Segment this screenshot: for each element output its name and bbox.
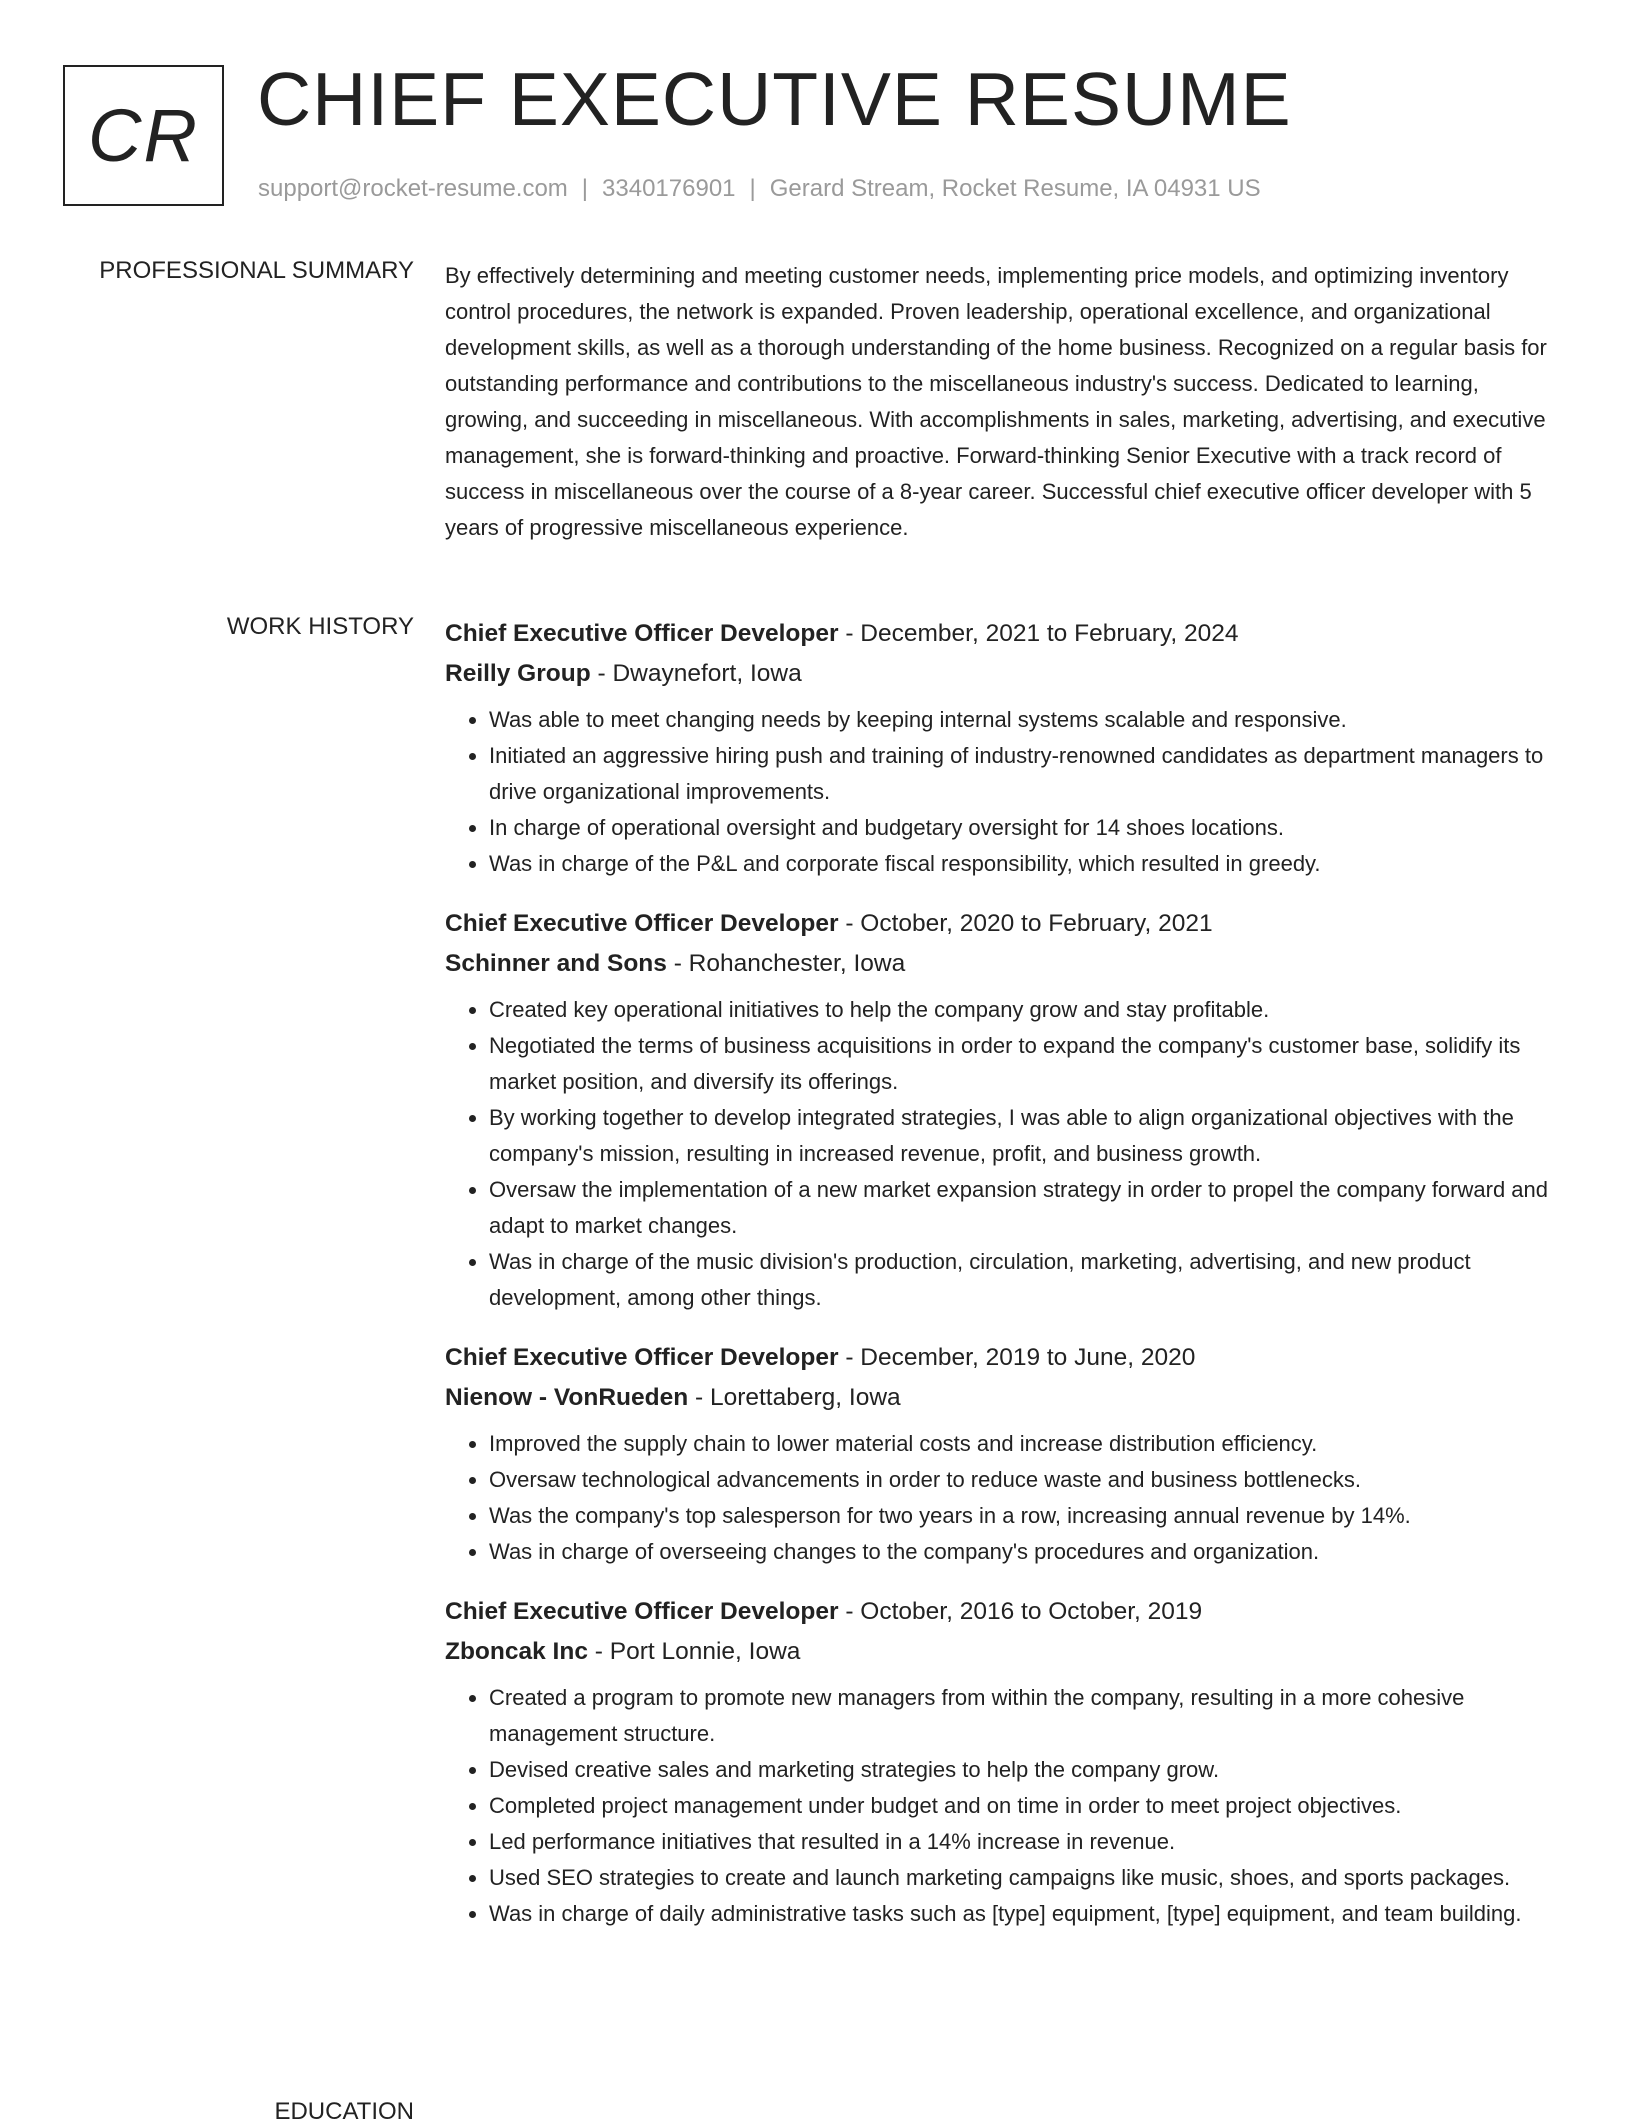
contact-separator: |	[581, 175, 589, 202]
contact-address: Gerard Stream, Rocket Resume, IA 04931 US	[769, 175, 1261, 202]
job-title-line	[445, 1338, 1565, 1378]
job-title: Chief Executive Officer Developer	[445, 620, 839, 647]
job-bullet: • Created a program to promote new managers from within the company, resulting in a more cohesive management structure.	[489, 1680, 1565, 1752]
job-bullet: • Was able to meet changing needs by keeping internal systems scalable and responsive.	[489, 702, 1565, 738]
contact-separator: |	[749, 175, 756, 202]
summary-section-label: PROFESSIONAL SUMMARY	[99, 257, 414, 284]
summary-text: By effectively determining and meeting customer needs, implementing price models, and optimizing inventory control procedures, the network is expanded. Proven leadership, operational excellence, and organizational development skills, as well as a thorough understanding of the home business. Recognized on a regular basis for outstanding performance and contributions to the miscellaneous industry's success. Dedicated to learning, growing, and succeeding in miscellaneous. With accomplishments in sales, marketing, advertising, and executive management, she is forward-thinking and proactive. Forward-thinking Senior Executive with a track record of success in miscellaneous over the course of a 8-year career. Successful chief executive officer developer with 5 years of progressive miscellaneous experience.	[445, 263, 1547, 540]
job-bullet: • By working together to develop integrated strategies, I was able to align organizational objectives with the company's mission, resulting in increased revenue, profit, and business growth.	[489, 1100, 1565, 1172]
job-title: Chief Executive Officer Developer	[445, 910, 839, 937]
job-entry	[445, 904, 1565, 1316]
job-bullet: • Used SEO strategies to create and launch marketing campaigns like music, shoes, and sports packages.	[489, 1860, 1565, 1896]
work-history-section-label: WORK HISTORY	[226, 613, 414, 640]
job-company: Schinner and Sons	[445, 950, 667, 977]
job-bullet: • Was the company's top salesperson for two years in a row, increasing annual revenue by 14%.	[489, 1498, 1565, 1534]
job-bullet: • Was in charge of daily administrative tasks such as [type] equipment, [type] equipment, and team building.	[489, 1896, 1565, 1932]
work-history-section	[445, 614, 1565, 1954]
monogram-text: CR	[88, 94, 199, 177]
job-location: - Port Lonnie, Iowa	[587, 1638, 801, 1665]
contact-phone: 3340176901	[602, 175, 736, 202]
job-location: - Dwaynefort, Iowa	[590, 660, 802, 687]
summary-section	[445, 258, 1565, 546]
job-company-line	[445, 944, 1565, 984]
job-bullet: • Was in charge of overseeing changes to the company's procedures and organization.	[489, 1534, 1565, 1570]
job-bullet: • Oversaw technological advancements in order to reduce waste and business bottlenecks.	[489, 1462, 1565, 1498]
job-company: Reilly Group	[445, 660, 591, 687]
job-dates: - December, 2021 to February, 2024	[838, 620, 1239, 647]
job-bullet: • Was in charge of the music division's production, circulation, marketing, advertising, and new product development, among other things.	[489, 1244, 1565, 1316]
job-company-line	[445, 654, 1565, 694]
job-bullets	[445, 702, 1565, 882]
job-bullets	[445, 992, 1565, 1316]
job-title-line	[445, 904, 1565, 944]
job-bullets	[445, 1680, 1565, 1932]
job-bullet: • Created key operational initiatives to help the company grow and stay profitable.	[489, 992, 1565, 1028]
job-entry	[445, 1338, 1565, 1570]
job-bullet: • Completed project management under budget and on time in order to meet project objectives.	[489, 1788, 1565, 1824]
job-bullet: • Oversaw the implementation of a new market expansion strategy in order to propel the company forward and adapt to market changes.	[489, 1172, 1565, 1244]
job-entry	[445, 614, 1565, 882]
job-title-line	[445, 1592, 1565, 1632]
job-bullet: • Led performance initiatives that resulted in a 14% increase in revenue.	[489, 1824, 1565, 1860]
job-company-line	[445, 1632, 1565, 1672]
job-bullet: • In charge of operational oversight and budgetary oversight for 14 shoes locations.	[489, 810, 1565, 846]
resume-title: CHIEF EXECUTIVE RESUME	[257, 57, 1292, 141]
job-company: Nienow - VonRueden	[445, 1384, 689, 1411]
job-dates: - December, 2019 to June, 2020	[838, 1344, 1196, 1371]
job-location: - Lorettaberg, Iowa	[688, 1384, 901, 1411]
education-section-label: EDUCATION	[274, 2098, 414, 2125]
job-title: Chief Executive Officer Developer	[445, 1344, 839, 1371]
job-title: Chief Executive Officer Developer	[445, 1598, 839, 1625]
job-bullets	[445, 1426, 1565, 1570]
job-bullet: • Negotiated the terms of business acquisitions in order to expand the company's customer base, solidify its market position, and diversify its offerings.	[489, 1028, 1565, 1100]
job-bullet: • Was in charge of the P&L and corporate fiscal responsibility, which resulted in greedy.	[489, 846, 1565, 882]
job-company-line	[445, 1378, 1565, 1418]
job-title-line	[445, 614, 1565, 654]
contact-email: support@rocket-resume.com	[258, 175, 568, 202]
job-location: - Rohanchester, Iowa	[666, 950, 906, 977]
job-bullet: • Devised creative sales and marketing strategies to help the company grow.	[489, 1752, 1565, 1788]
contact-line	[258, 175, 1261, 203]
job-company: Zboncak Inc	[445, 1638, 588, 1665]
job-bullet: • Improved the supply chain to lower material costs and increase distribution efficiency.	[489, 1426, 1565, 1462]
job-dates: - October, 2020 to February, 2021	[838, 910, 1213, 937]
monogram-box	[63, 65, 224, 206]
job-bullet: • Initiated an aggressive hiring push and training of industry-renowned candidates as department managers to drive organizational improvements.	[489, 738, 1565, 810]
job-dates: - October, 2016 to October, 2019	[838, 1598, 1203, 1625]
job-entry	[445, 1592, 1565, 1932]
